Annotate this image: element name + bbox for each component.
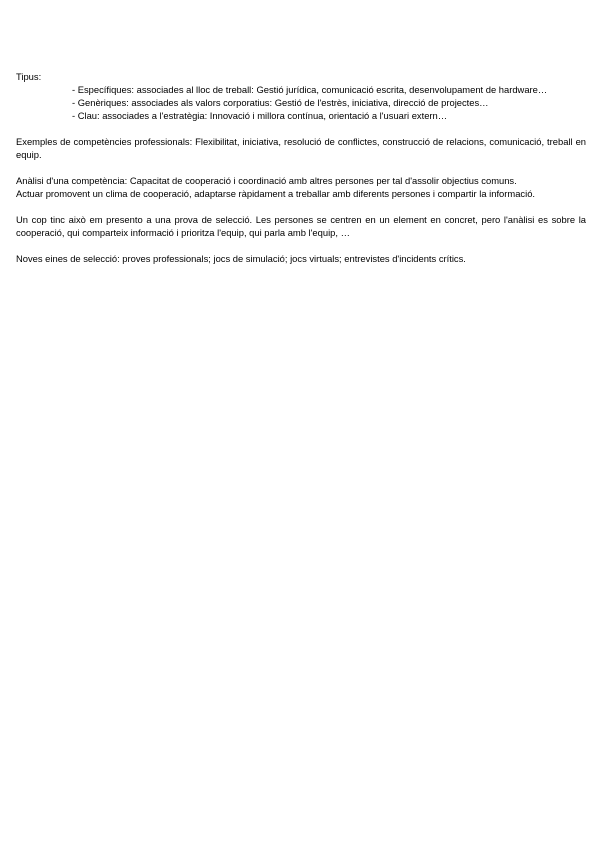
spacer (16, 161, 586, 174)
tipus-item-especifiques: - Específiques: associades al lloc de treball: Gestió jurídica, comunicació escrita, desenvolupament de hardware… (72, 84, 548, 95)
noves-eines-paragraph: Noves eines de selecció: proves professionals; jocs de simulació; jocs virtuals; entrevistes d'incidents crítics. (16, 253, 466, 264)
analisi-line-1: Anàlisi d'una competència: Capacitat de cooperació i coordinació amb altres persones per tal d'assolir objectius comuns. (16, 175, 517, 186)
cop-paragraph: Un cop tinc això em presento a una prova de selecció. Les persones se centren en un element en concret, pero l'anàlisi es sobre la cooperació, qui comparteix informació i prioritza l'equip, qui parla amb l'equip, … (16, 214, 586, 238)
document-body (16, 70, 586, 265)
exemples-paragraph: Exemples de competències professionals: Flexibilitat, iniciativa, resolució de conflictes, construcció de relacions, comunicació, treball en equip. (16, 136, 586, 160)
tipus-heading: Tipus: (16, 71, 42, 82)
spacer (16, 200, 586, 213)
tipus-item-clau: - Clau: associades a l'estratègia: Innovació i millora contínua, orientació a l'usuari extern… (72, 110, 448, 121)
spacer (16, 122, 586, 135)
tipus-item-generiques: - Genèriques: associades als valors corporatius: Gestió de l'estrès, iniciativa, direcció de projectes… (72, 97, 489, 108)
spacer (16, 239, 586, 252)
tipus-list (72, 83, 586, 122)
analisi-line-2: Actuar promovent un clima de cooperació, adaptarse ràpidament a treballar amb diferents persones i compartir la informació. (16, 188, 536, 199)
